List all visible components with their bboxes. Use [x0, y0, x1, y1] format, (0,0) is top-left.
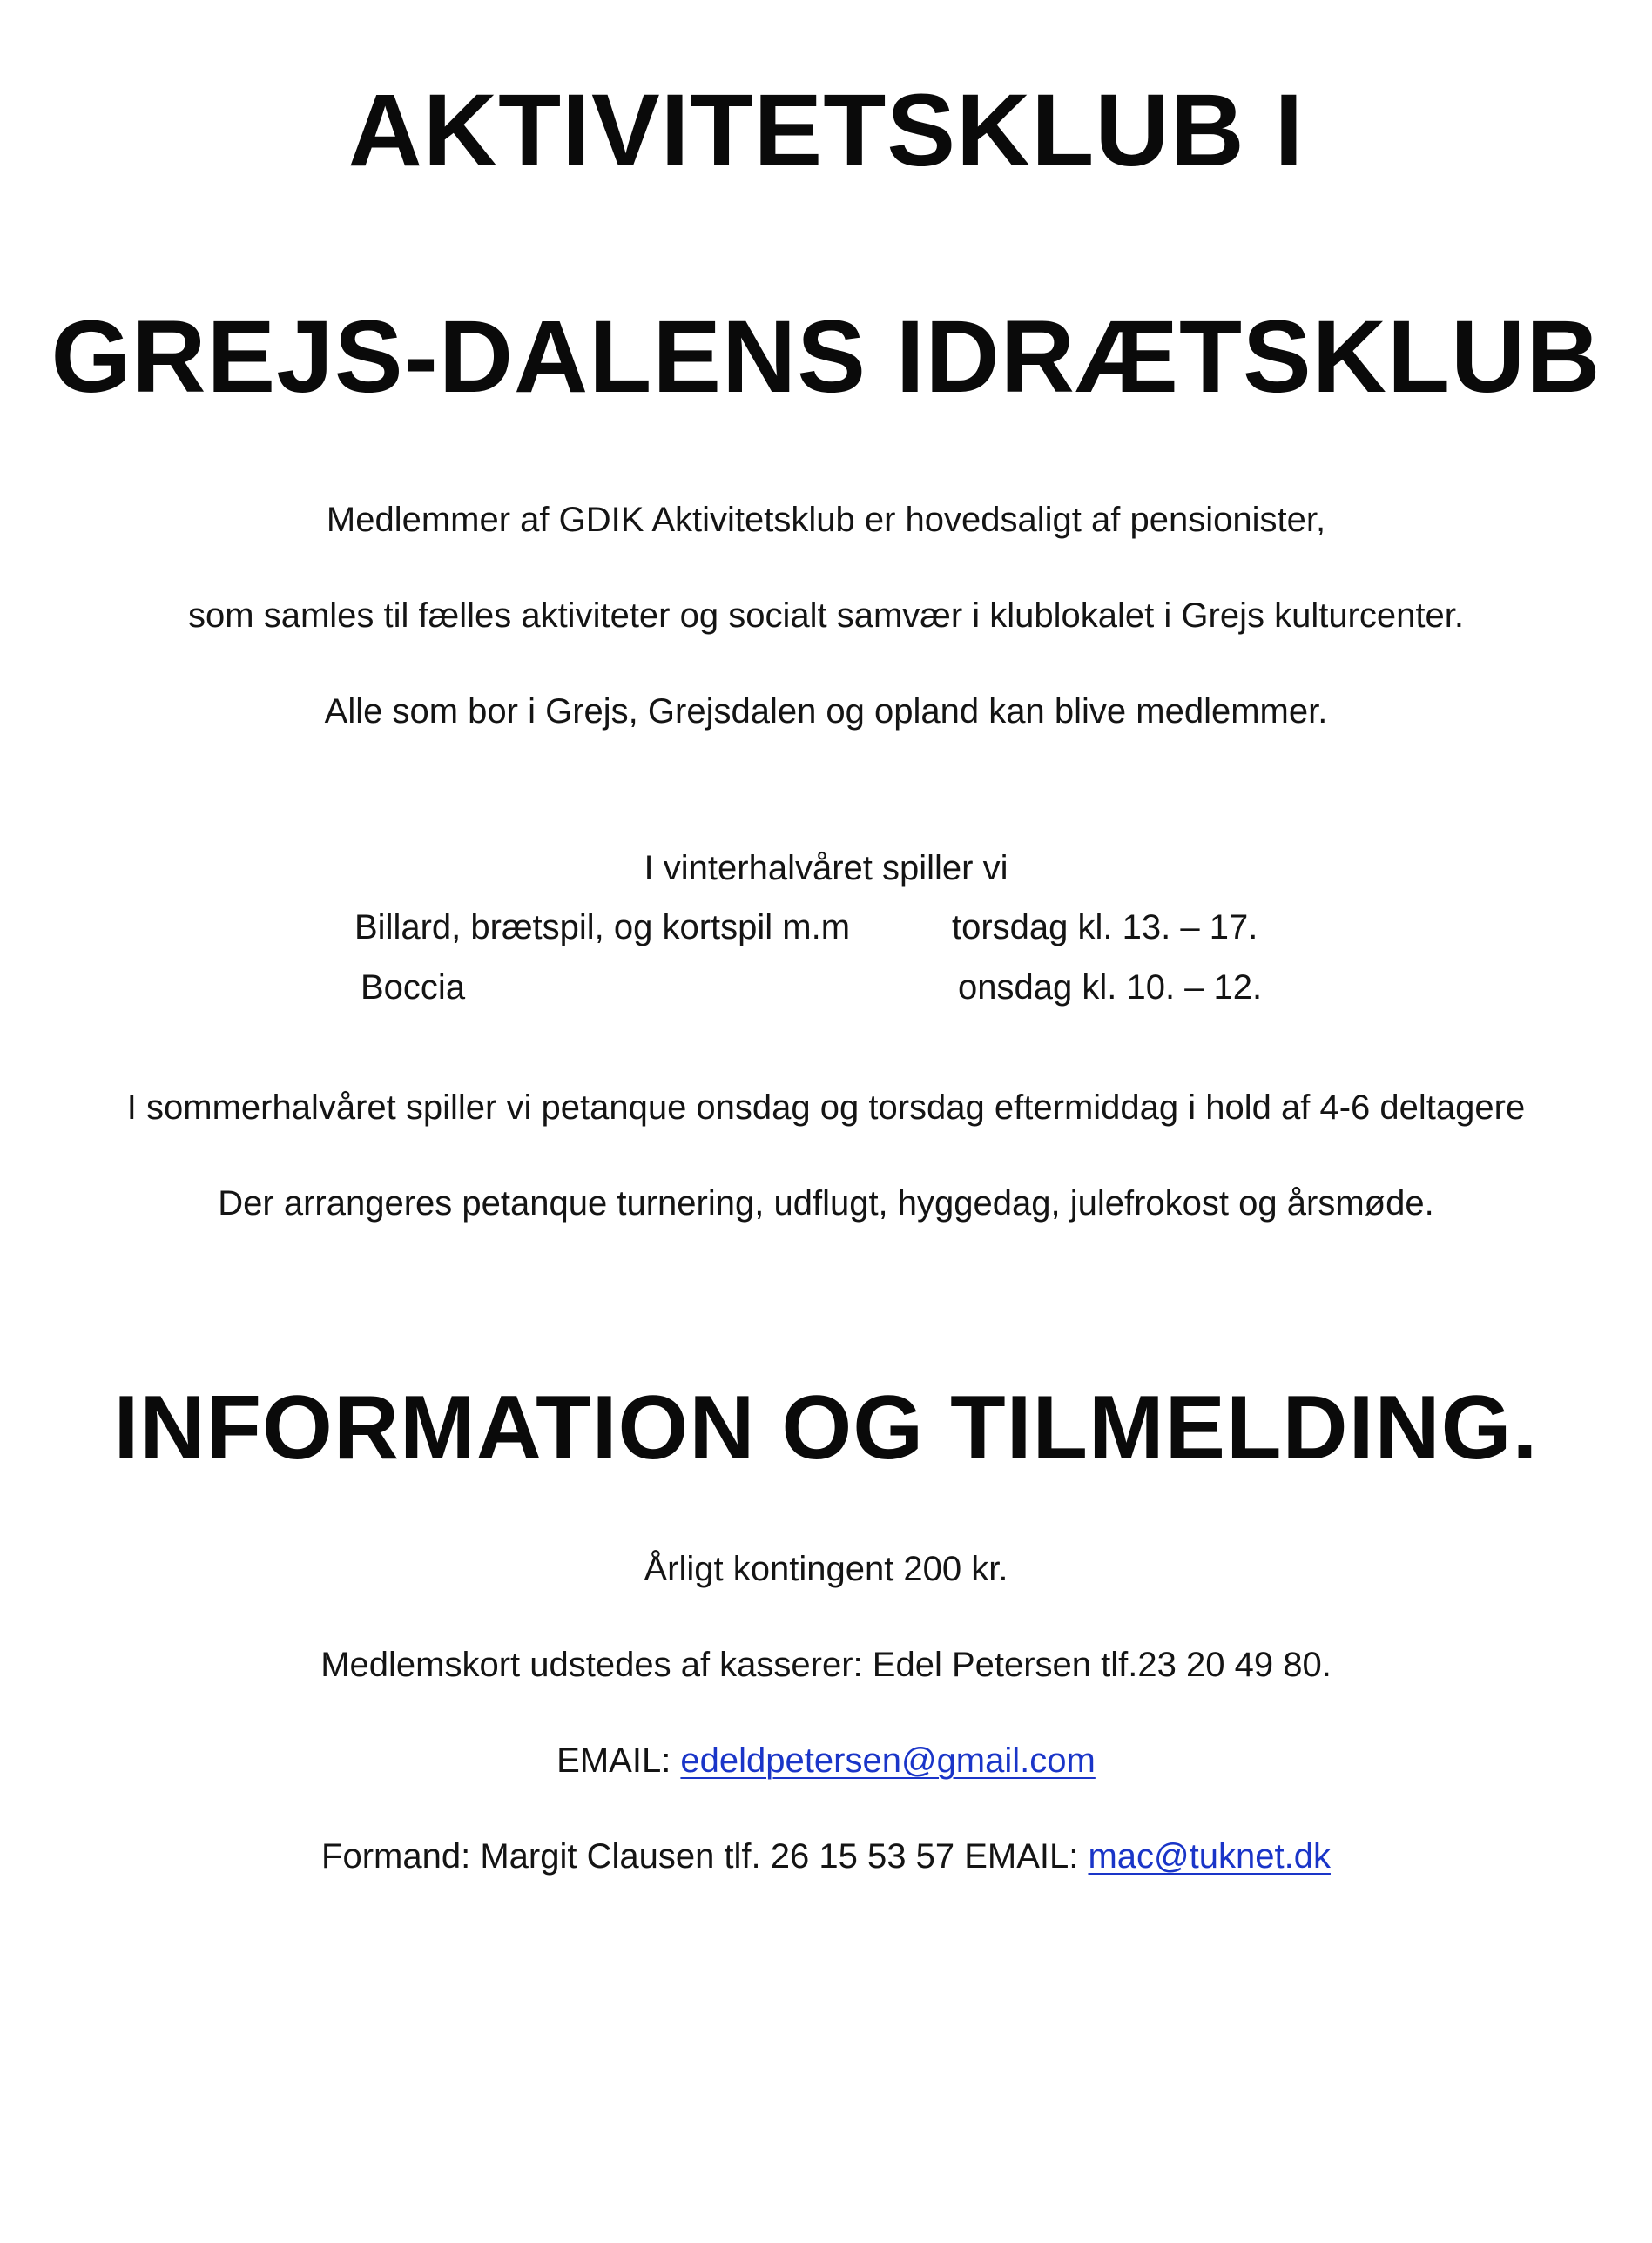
email-label: EMAIL: [556, 1741, 681, 1780]
intro-line-2: som samles til fælles aktiviteter og socialt samvær i klublokalet i Grejs kulturcenter. [188, 596, 1464, 635]
treasurer-email-link[interactable]: edeldpetersen@gmail.com [680, 1741, 1096, 1780]
title-line-2: GREJS-DALENS IDRÆTSKLUB [51, 300, 1601, 414]
fee-text: Årligt kontingent 200 kr. [644, 1550, 1008, 1588]
winter-activity-1: Billard, brætspil, og kortspil m.m [354, 908, 851, 946]
chair-text: Formand: Margit Clausen tlf. 26 15 53 57 EMAIL: [321, 1837, 1089, 1876]
winter-time-2: onsdag kl. 10. – 12. [958, 968, 1263, 1007]
treasurer-email-line [0, 1737, 1652, 1784]
summer-text: I sommerhalvåret spiller vi petanque onsdag og torsdag eftermiddag i hold af 4-6 deltagere [126, 1088, 1526, 1127]
winter-time-1: torsdag kl. 13. – 17. [952, 908, 1258, 946]
info-heading: INFORMATION OG TILMELDING. [113, 1377, 1539, 1478]
winter-heading: I vinterhalvåret spiller vi [644, 849, 1008, 887]
title-line-1: AKTIVITETSKLUB I [347, 73, 1305, 188]
winter-activity-2: Boccia [361, 968, 466, 1007]
events-text: Der arrangeres petanque turnering, udflugt, hyggedag, julefrokost og årsmøde. [218, 1184, 1434, 1223]
intro-line-1: Medlemmer af GDIK Aktivitetsklub er hovedsaligt af pensionister, [326, 501, 1326, 539]
intro-line-3: Alle som bor i Grejs, Grejsdalen og opland kan blive medlemmer. [324, 692, 1328, 731]
membership-card-text: Medlemskort udstedes af kasserer: Edel Petersen tlf.23 20 49 80. [320, 1646, 1332, 1684]
chair-email-link[interactable]: mac@tuknet.dk [1088, 1837, 1331, 1876]
chair-line [0, 1833, 1652, 1880]
